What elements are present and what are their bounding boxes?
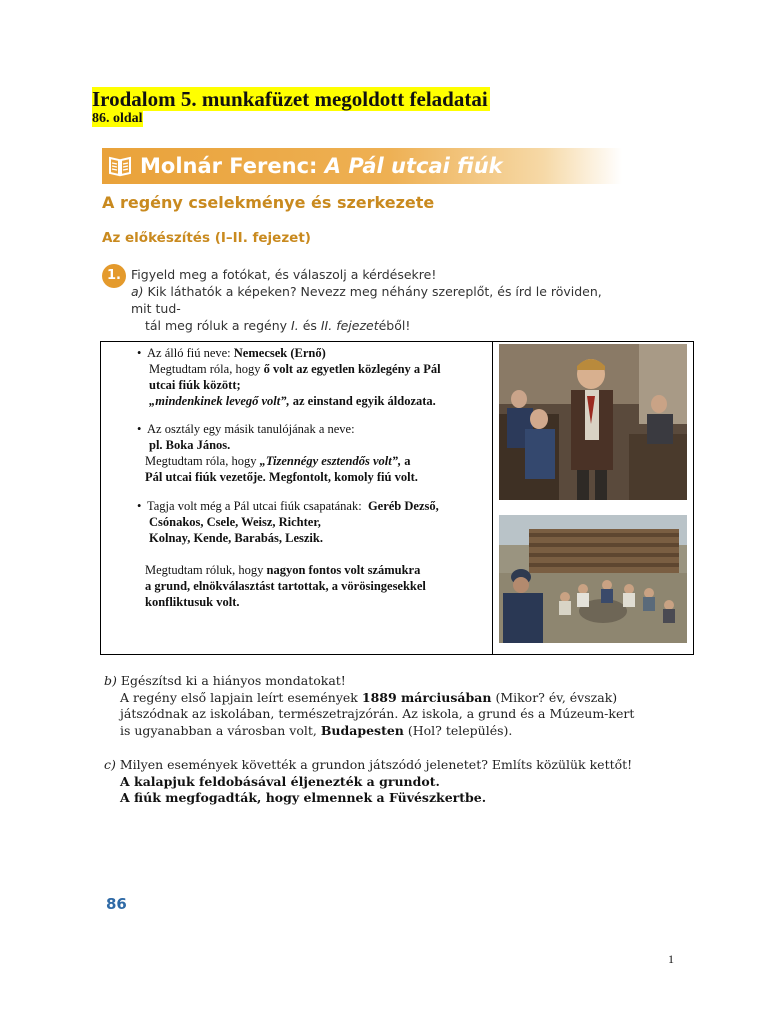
question-c-answer-1: A kalapjuk feldobásával éljenezték a grundot. (120, 773, 440, 789)
section-title: A regény cselekménye és szerkezete (102, 193, 435, 212)
chapter-banner (102, 148, 622, 184)
exercise-1a-line2: tál meg róluk a regény I. és II. fejezetéből! (145, 318, 411, 333)
exercise-1-instruction: Figyeld meg a fotókat, és válaszolj a kérdésekre! (131, 267, 437, 282)
question-b-line2: játszódnak az iskolában, természetrajzórán. Az iskola, a grund és a Múzeum-kert (120, 706, 635, 721)
banner-author: Molnár Ferenc: (140, 154, 318, 178)
answer-block-members: • Tagja volt még a Pál utcai fiúk csapatának: Geréb Dezső, Csónakos, Csele, Weisz, Richter, Kolnay, Kende, Barabás, Leszik. Megtudtam róluk, hogy nagyon fontos volt számukra a grund, elnökválasztást tartottak, a vörösingesekkel konfliktusuk volt. (137, 499, 439, 609)
answer-table (100, 341, 694, 655)
question-c-prefix: c) (104, 757, 116, 772)
question-c-answer-2: A fiúk megfogadták, hogy elmennek a Füvészkertbe. (120, 790, 487, 805)
question-b-line1: A regény első lapjain leírt események 1889 márciusában (Mikor? év, évszak) (120, 689, 618, 705)
exercise-1a-prefix: a) (131, 284, 144, 299)
answer-text-cell (101, 342, 492, 654)
table-column-divider (492, 342, 493, 654)
open-book-icon (108, 154, 132, 178)
banner-novel-title: A Pál utcai fiúk (324, 154, 503, 178)
document-title: Irodalom 5. munkafüzet megoldott feladatai (92, 87, 488, 111)
subsection-title: Az előkészítés (I–II. fejezet) (102, 230, 311, 246)
answer-block-nemecsek: • Az álló fiú neve: Nemecsek (Ernő) Megtudtam róla, hogy ő volt az egyetlen közlegény a Pál utcai fiúk között; „mindenkinek levegő volt”, az einstand egyik áldozata. (137, 346, 441, 408)
grund-photo (499, 515, 687, 643)
exercise-1a-line1: Kik láthatók a képeken? Nevezz meg néhány szereplőt, és írd le röviden, mit tud- (131, 284, 602, 316)
question-b-prompt: Egészítsd ki a hiányos mondatokat! (120, 673, 346, 688)
question-c (104, 757, 664, 807)
classroom-photo (499, 344, 687, 500)
chapter-banner-title (140, 151, 503, 181)
exercise-number-badge: 1. (102, 264, 126, 288)
question-c-prompt: Milyen események követték a grundon játszódó jelenetet? Említs közülük kettőt! (119, 757, 633, 772)
document-page-number: 1 (668, 952, 674, 966)
question-b (104, 673, 664, 739)
answer-block-boka: • Az osztály egy másik tanulójának a neve: pl. Boka János. Megtudtam róla, hogy „Tizennégy esztendős volt”, a Pál utcai fiúk vezetője. Megfontolt, komoly fiú volt. (137, 422, 418, 484)
book-page-number: 86 (106, 895, 127, 913)
question-b-prefix: b) (104, 673, 117, 688)
document-page-label: 86. oldal (92, 111, 143, 126)
exercise-1-text (131, 266, 616, 334)
question-b-line3: is ugyanabban a városban volt, Budapesten (Hol? település). (120, 722, 513, 738)
